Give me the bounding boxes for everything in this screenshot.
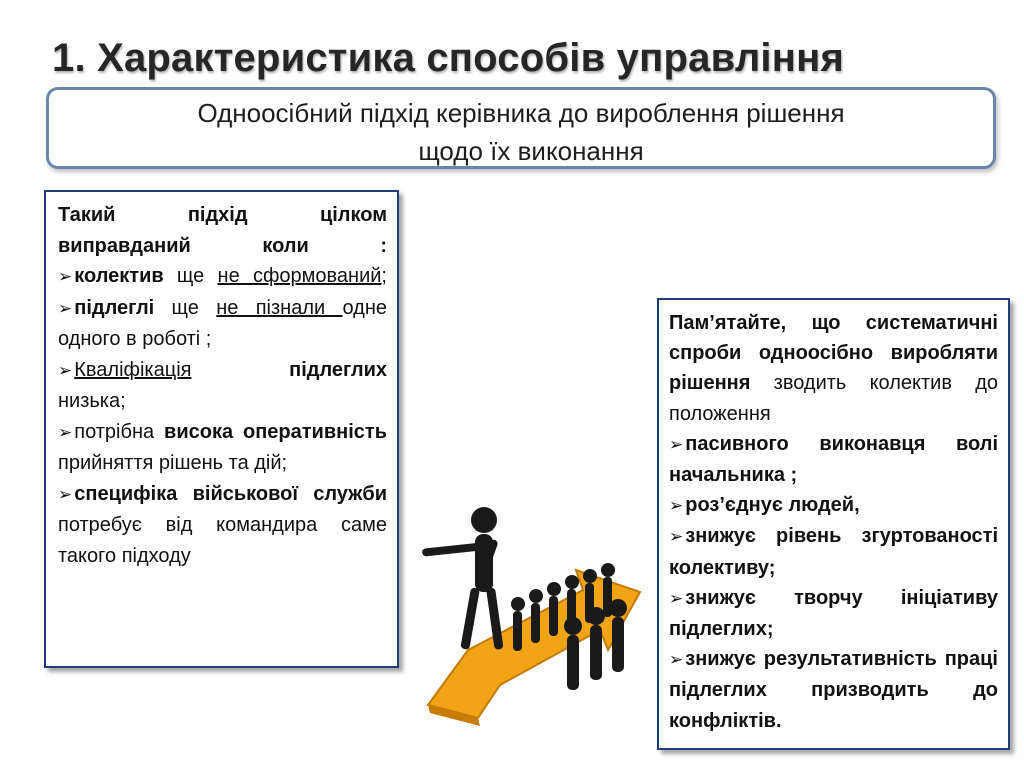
consequence-item-2: ➢ роз’єднує людей, — [669, 494, 860, 517]
consequence-item-3: ➢ знижує рівень згуртованості колективу; — [669, 525, 998, 579]
bullet-arrow-icon: ➢ — [58, 422, 73, 442]
condition-item-1: ➢ колектив ще не сформований; — [58, 265, 387, 287]
slide-title: 1. Характеристика способів управління — [52, 36, 845, 80]
bullet-arrow-icon: ➢ — [669, 527, 684, 547]
condition-item-3: ➢ Кваліфікація підлеглих низька; — [58, 358, 387, 412]
conditions-intro: Такий підхід цілком виправданий коли : — [58, 204, 387, 257]
bullet-arrow-icon: ➢ — [58, 360, 73, 380]
consequences-panel — [657, 298, 1010, 750]
condition-item-2: ➢ підлеглі ще не пізнали одне одного в роботі ; — [58, 296, 388, 350]
bullet-arrow-icon: ➢ — [669, 434, 684, 454]
consequence-item-5: ➢ знижує результативність праці підлеглих призводить до конфліктів. — [669, 648, 998, 732]
condition-item-5: ➢ специфіка військової служби потребує від командира саме такого підходу — [58, 482, 387, 567]
subtitle-line-1: Одноосібний підхід керівника до вироблення рішення — [197, 98, 845, 128]
bullet-arrow-icon: ➢ — [669, 496, 684, 516]
subtitle-line-2: щодо їх виконання — [418, 136, 644, 166]
subtitle-box — [46, 87, 996, 169]
consequence-item-4: ➢ знижує творчу ініціативу підлеглих; — [669, 586, 998, 641]
condition-item-4: ➢ потрібна висока оперативність прийняття рішень та дій; — [58, 420, 387, 474]
consequences-intro: Пам’ятайте, що систематичні спроби одноосібно виробляти рішення зводить колектив до положення — [669, 312, 998, 425]
bullet-arrow-icon: ➢ — [58, 267, 73, 286]
bullet-arrow-icon: ➢ — [58, 484, 73, 504]
bullet-arrow-icon: ➢ — [58, 298, 73, 318]
bullet-arrow-icon: ➢ — [669, 588, 684, 608]
consequence-item-1: ➢ пасивного виконавця волі начальника ; — [669, 432, 998, 487]
leader-with-team-arrow-icon — [408, 500, 648, 730]
bullet-arrow-icon: ➢ — [669, 650, 684, 670]
conditions-panel — [44, 190, 399, 668]
